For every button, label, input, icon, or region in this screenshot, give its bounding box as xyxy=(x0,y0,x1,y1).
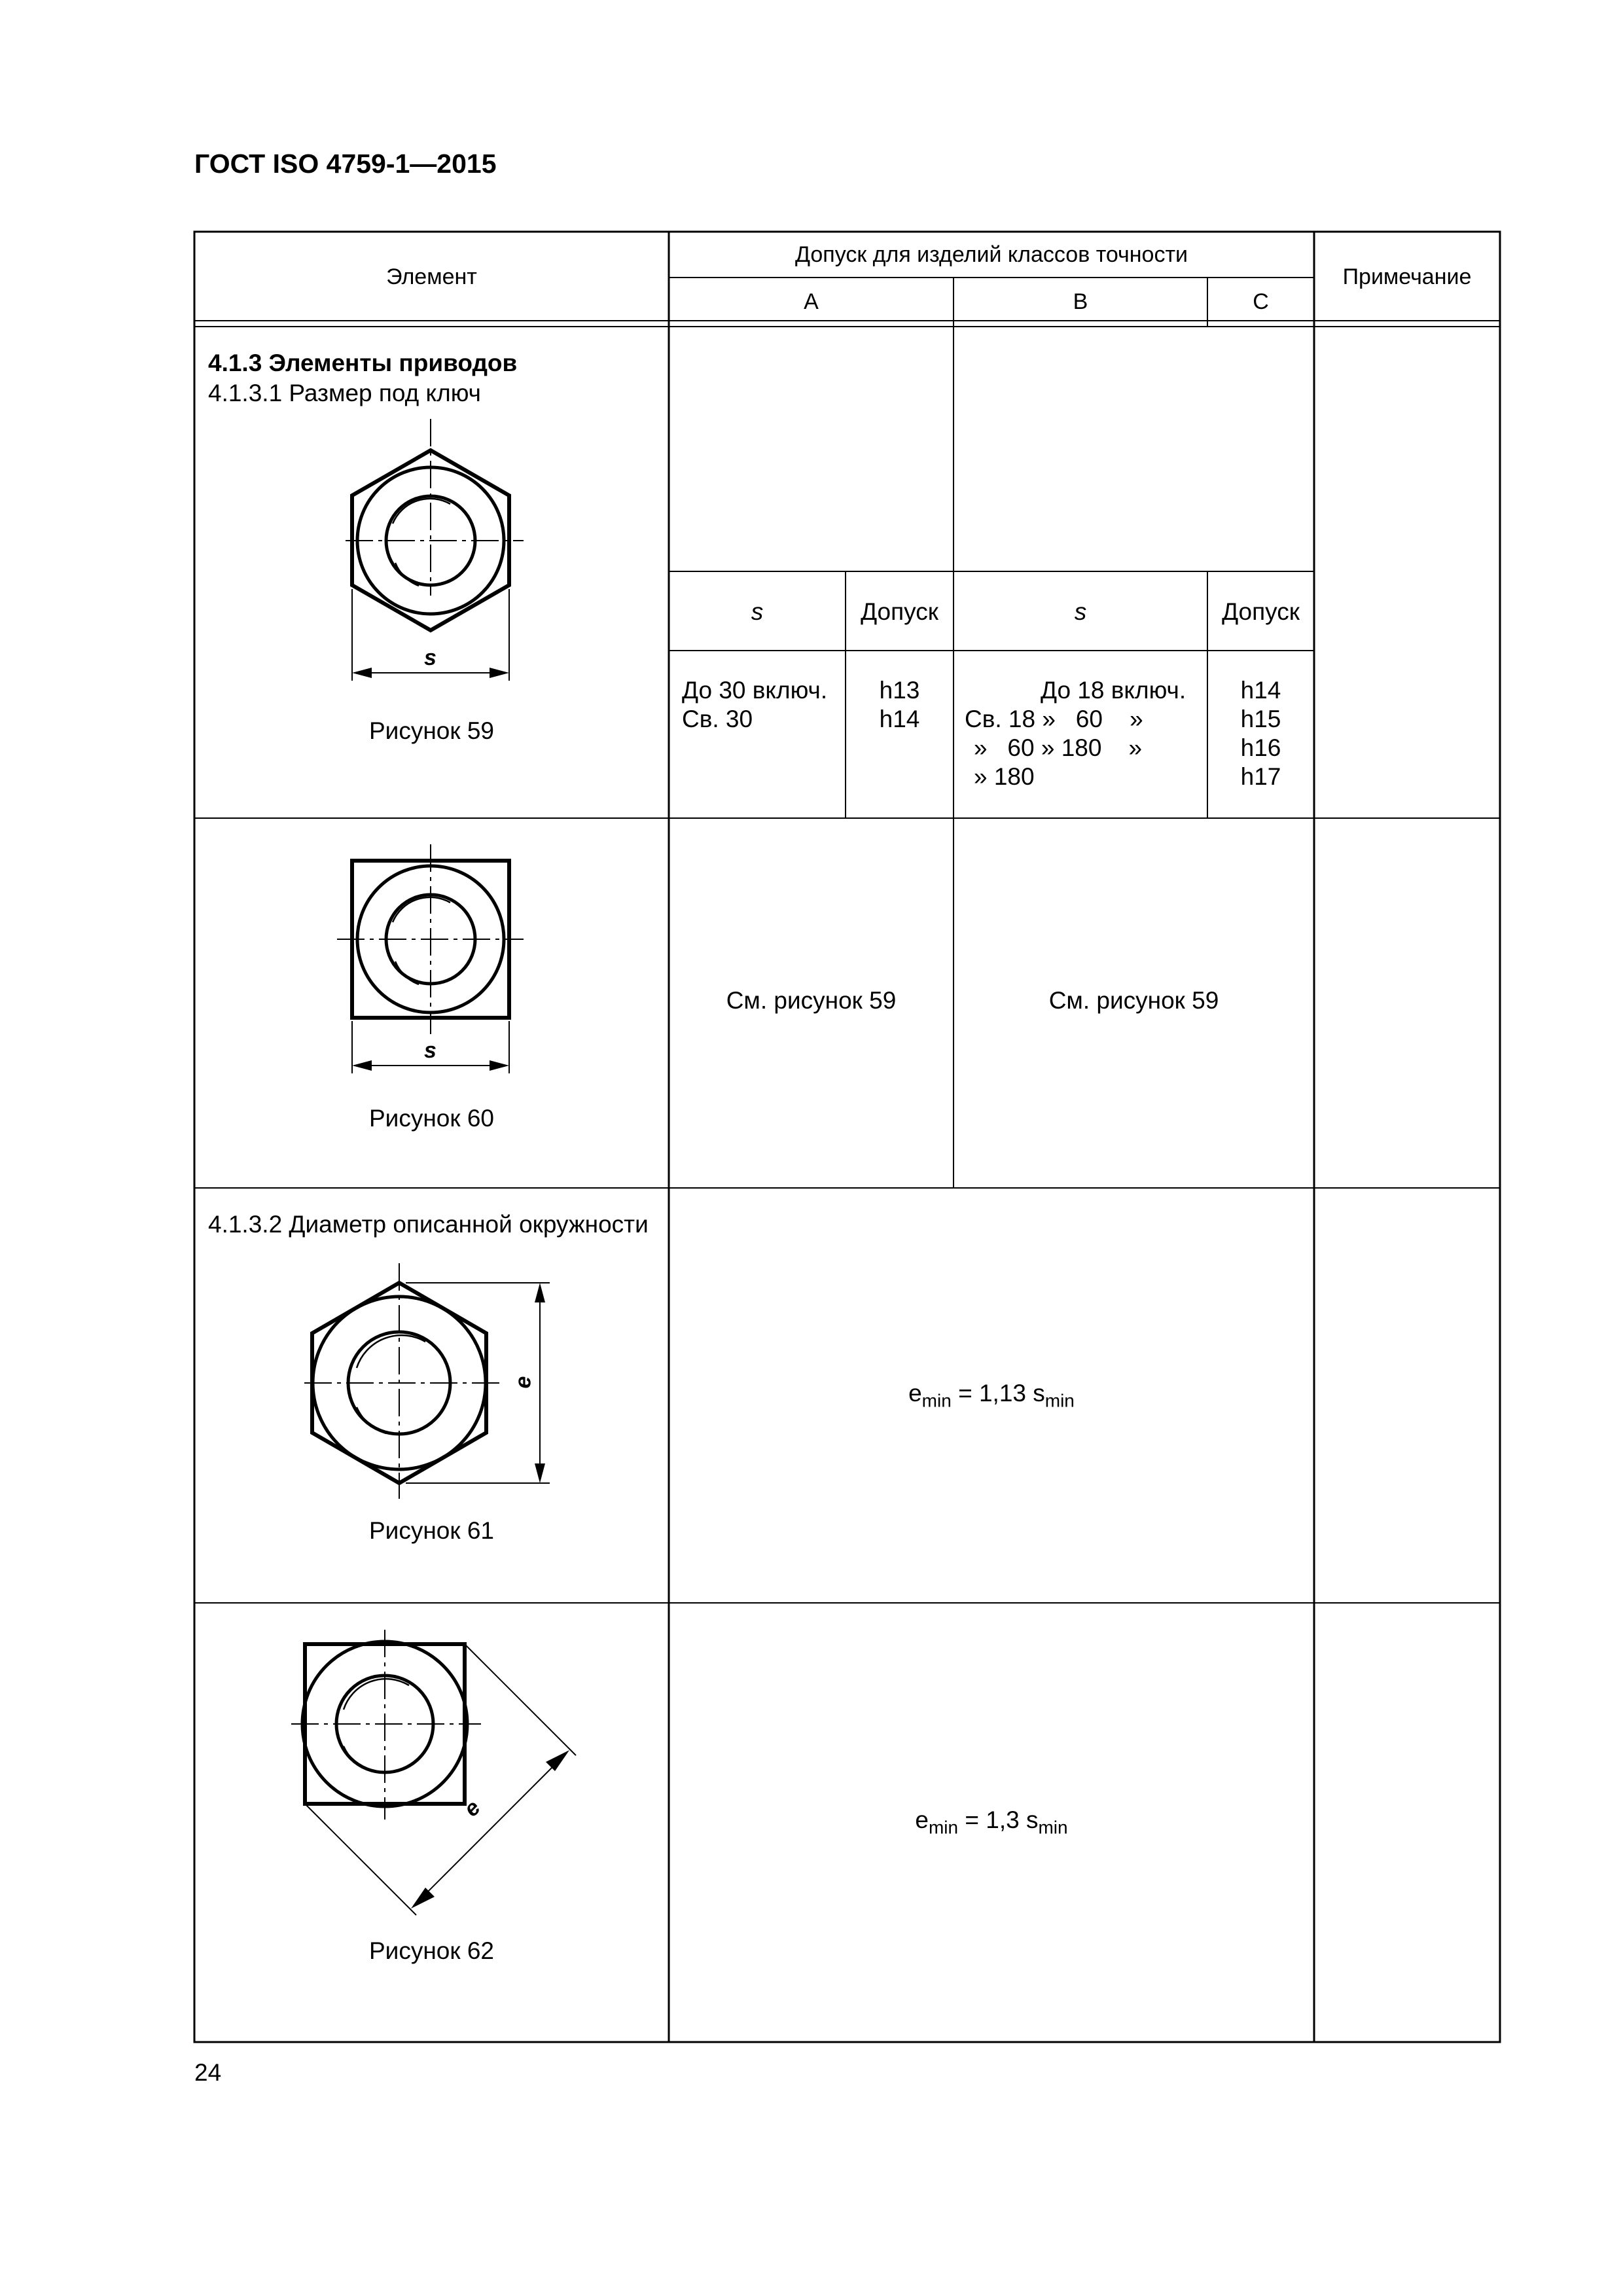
column-header-tolerance: Допуск для изделий классов точности xyxy=(794,242,1188,267)
class-c-tolerance-1: h14 xyxy=(1240,677,1281,704)
formula-e-subscript: min xyxy=(921,1390,952,1411)
document-header: ГОСТ ISO 4759-1—2015 xyxy=(194,149,497,179)
figure-62-caption: Рисунок 62 xyxy=(369,1937,494,1964)
figure-60-caption: Рисунок 60 xyxy=(369,1105,494,1132)
formula-equals: = 1,3 xyxy=(958,1806,1026,1833)
class-c-tolerance-3: h16 xyxy=(1240,734,1281,761)
formula-s-subscript: min xyxy=(1044,1390,1075,1411)
subcolumn-a-tolerance-header: Допуск xyxy=(861,598,938,625)
column-header-class-a: A xyxy=(804,289,819,314)
class-b-range-3: » 60 » 180 » xyxy=(974,734,1143,761)
formula-s: s xyxy=(1026,1806,1039,1833)
class-c-tolerance-2: h15 xyxy=(1240,706,1281,732)
class-a-range-2: Св. 30 xyxy=(682,706,753,732)
figure-62-drawing xyxy=(291,1630,576,1915)
class-b-range-4: » 180 xyxy=(974,763,1035,790)
figure-62-dimension-label: e xyxy=(459,1795,486,1822)
subcolumn-c-tolerance-header: Допуск xyxy=(1222,598,1300,625)
class-b-range-2: Св. 18 » 60 » xyxy=(965,706,1143,732)
figure-59-caption: Рисунок 59 xyxy=(369,717,494,744)
column-header-note: Примечание xyxy=(1342,264,1472,289)
subsection-title-circumscribed-diameter: 4.1.3.2 Диаметр описанной окружности xyxy=(208,1211,649,1238)
figure-61-formula xyxy=(669,1381,1314,1410)
formula-e: e xyxy=(915,1806,929,1833)
page-number: 24 xyxy=(194,2059,222,2086)
class-a-range-1: До 30 включ. xyxy=(682,677,828,704)
figure-61-caption: Рисунок 61 xyxy=(369,1517,494,1544)
subcolumn-a-size-header: s xyxy=(751,598,764,625)
figure-60-class-bc-reference: См. рисунок 59 xyxy=(1048,987,1219,1014)
figure-61-dimension-label: e xyxy=(510,1376,536,1389)
column-header-element: Элемент xyxy=(386,264,477,289)
figure-60-class-a-reference: См. рисунок 59 xyxy=(726,987,897,1014)
formula-e-subscript: min xyxy=(928,1817,959,1838)
class-a-tolerance-1: h13 xyxy=(879,677,920,704)
column-header-class-c: C xyxy=(1253,289,1269,314)
figure-59-drawing xyxy=(346,419,524,681)
class-a-tolerance-2: h14 xyxy=(879,706,920,732)
class-b-range-1: До 18 включ. xyxy=(1041,677,1186,704)
section-title: 4.1.3 Элементы приводов xyxy=(208,350,518,376)
subsection-title-wrench-size: 4.1.3.1 Размер под ключ xyxy=(208,380,481,406)
formula-s-subscript: min xyxy=(1038,1817,1068,1838)
figure-60-dimension-label: s xyxy=(424,1038,437,1063)
figure-62-formula xyxy=(669,1808,1314,1837)
formula-e: e xyxy=(908,1380,922,1407)
formula-equals: = 1,13 xyxy=(951,1380,1033,1407)
figure-59-dimension-label: s xyxy=(424,645,437,670)
subcolumn-b-size-header: s xyxy=(1074,598,1087,625)
class-c-tolerance-4: h17 xyxy=(1240,763,1281,790)
column-header-class-b: B xyxy=(1073,289,1088,314)
formula-s: s xyxy=(1033,1380,1045,1407)
